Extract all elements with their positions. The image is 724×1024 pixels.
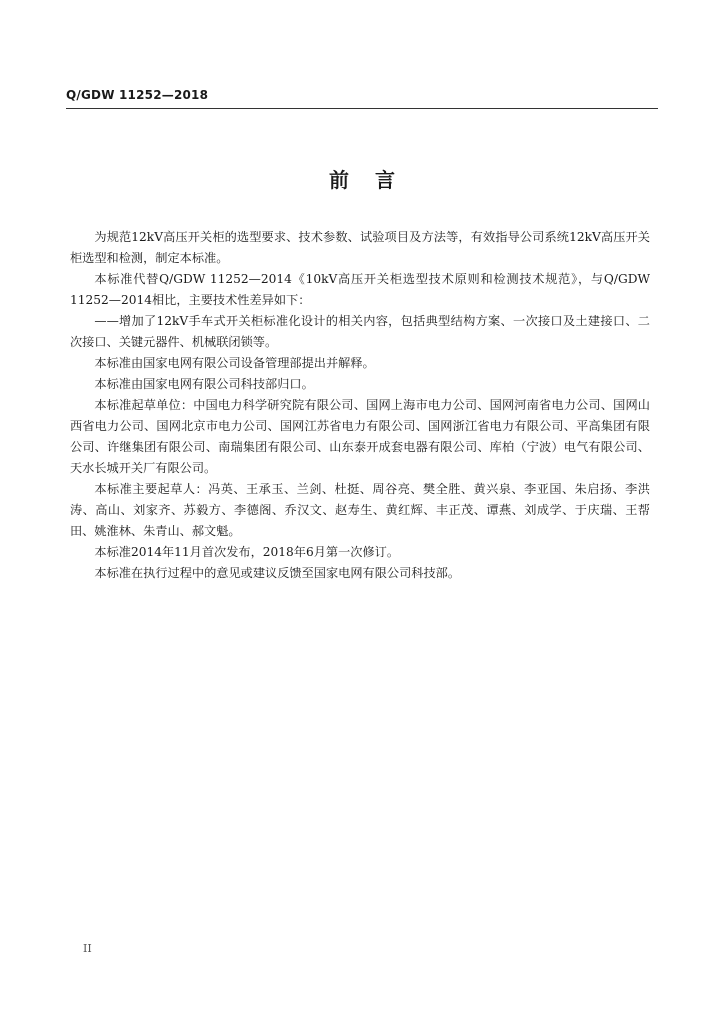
paragraph-changes: ——增加了12kV手车式开关柜标准化设计的相关内容，包括典型结构方案、一次接口及土建接口、二次接口、关键元器件、机械联闭锁等。 — [70, 314, 650, 349]
paragraph-replaces: 本标准代替Q/GDW 11252—2014《10kV高压开关柜选型技术原则和检测技术规范》，与Q/GDW 11252—2014相比，主要技术性差异如下： — [70, 272, 650, 307]
paragraph-purpose: 为规范12kV高压开关柜的选型要求、技术参数、试验项目及方法等，有效指导公司系统12kV高压开关柜选型和检测，制定本标准。 — [70, 230, 650, 265]
paragraph-proposed-by: 本标准由国家电网有限公司设备管理部提出并解释。 — [94, 356, 375, 370]
paragraph-managed-by: 本标准由国家电网有限公司科技部归口。 — [94, 377, 314, 391]
foreword-content — [70, 227, 650, 584]
paragraph-drafting-units: 本标准起草单位：中国电力科学研究院有限公司、国网上海市电力公司、国网河南省电力公司、国网山西省电力公司、国网北京市电力公司、国网江苏省电力有限公司、国网浙江省电力有限公司、平高集团有限公司、许继集团有限公司、南瑞集团有限公司、山东泰开成套电器有限公司、库柏（宁波）电气有限公司、天水长城开关厂有限公司。 — [70, 398, 650, 475]
paragraph-feedback: 本标准在执行过程中的意见或建议反馈至国家电网有限公司科技部。 — [94, 566, 461, 580]
header-rule — [66, 108, 658, 109]
paragraph-release-history: 本标准2014年11月首次发布，2018年6月第一次修订。 — [94, 545, 400, 559]
document-code: Q/GDW 11252—2018 — [66, 88, 209, 102]
page-number: II — [83, 942, 92, 955]
page-title: 前言 — [329, 168, 421, 192]
paragraph-drafters: 本标准主要起草人：冯英、王承玉、兰剑、杜挺、周谷亮、樊全胜、黄兴泉、李亚国、朱启扬、李洪涛、高山、刘家齐、苏毅方、李德阁、乔汉文、赵寿生、黄红辉、丰正茂、谭燕、刘成学、于庆瑞、王帮田、姚淮林、朱青山、郝文魁。 — [70, 482, 650, 538]
